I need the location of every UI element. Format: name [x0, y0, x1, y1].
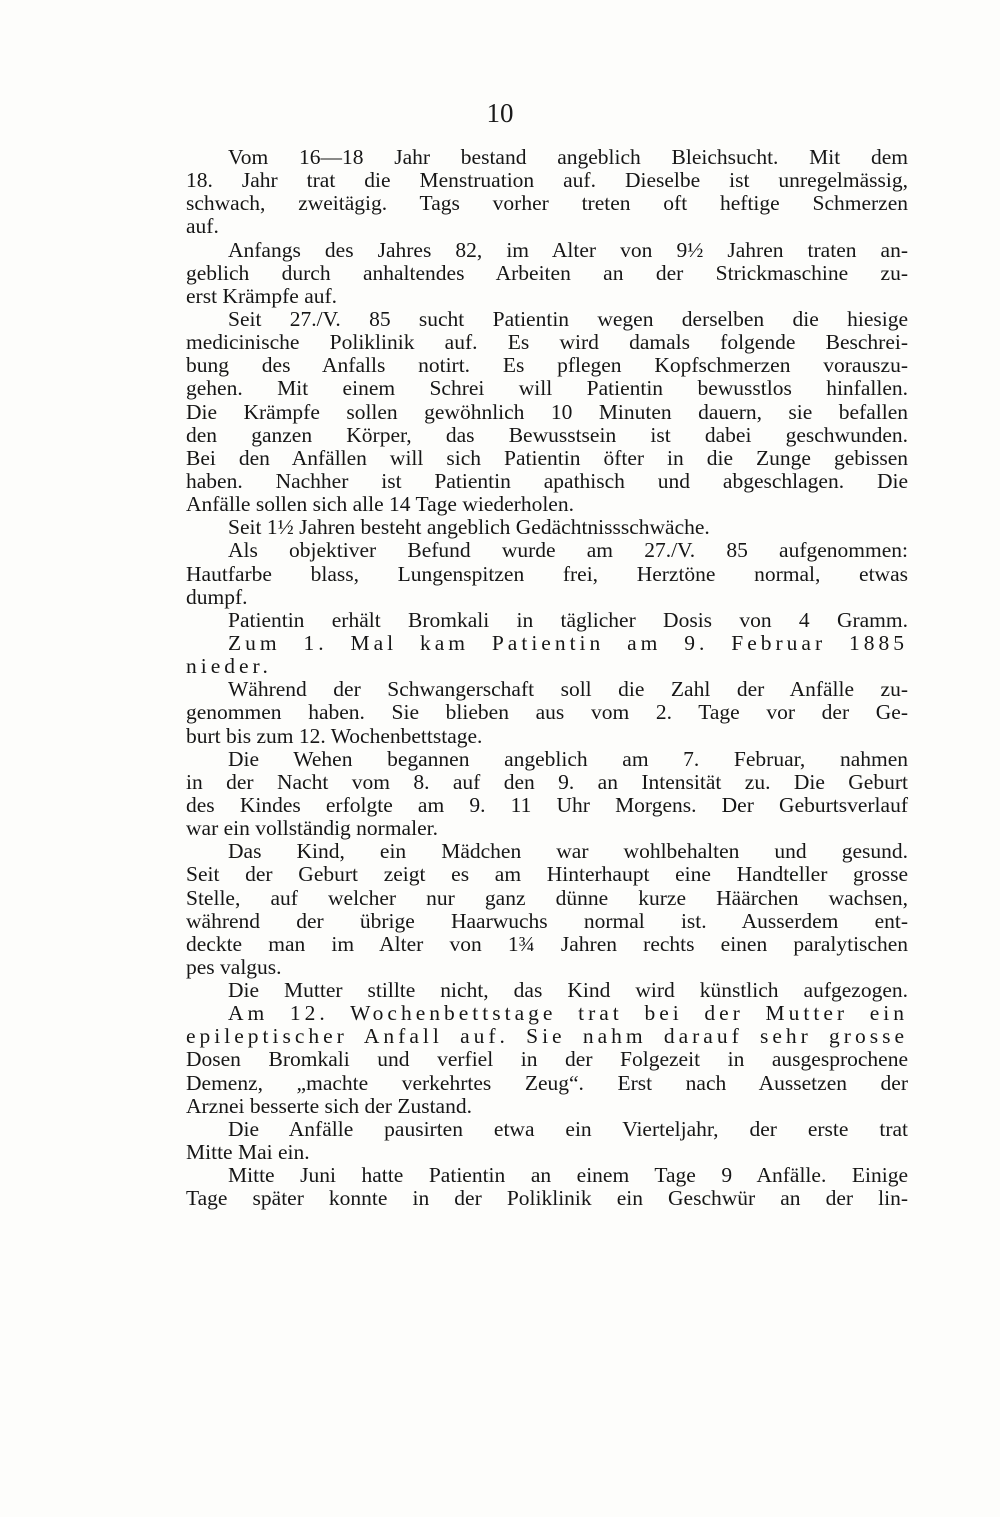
text-line-content: burt bis zum 12. Wochenbettstage.	[186, 723, 483, 748]
text-line	[186, 725, 908, 748]
text-line	[186, 1164, 908, 1187]
body-text	[186, 146, 908, 1210]
text-line	[186, 354, 908, 377]
text-line-content: nieder.	[186, 654, 272, 679]
text-line	[186, 979, 908, 1002]
text-line-content: Anfangs des Jahres 82, im Alter von 9½ Jahren traten an-	[228, 237, 908, 262]
text-line-content: Stelle, auf welcher nur ganz dünne kurze Häärchen wachsen,	[186, 885, 908, 910]
text-line-content: Die Anfälle pausirten etwa ein Vierteljahr, der erste trat	[228, 1116, 908, 1141]
text-line	[186, 493, 908, 516]
text-line-content: Seit 1½ Jahren besteht angeblich Gedächtnissschwäche.	[228, 515, 710, 540]
text-line	[186, 1141, 908, 1164]
text-line-content: pes valgus.	[186, 954, 282, 979]
text-line	[186, 956, 908, 979]
text-line	[186, 563, 908, 586]
text-line	[186, 308, 908, 331]
text-line	[186, 910, 908, 933]
text-line-content: während der übrige Haarwuchs normal ist. Ausserdem ent-	[186, 908, 908, 933]
text-line	[186, 632, 908, 655]
text-line-content: Als objektiver Befund wurde am 27./V. 85 aufgenommen:	[228, 538, 908, 563]
text-line-content: war ein vollständig normaler.	[186, 816, 438, 841]
text-line-content: 18. Jahr trat die Menstruation auf. Dieselbe ist unregelmässig,	[186, 168, 908, 193]
text-line-content: Während der Schwangerschaft soll die Zahl der Anfälle zu-	[228, 677, 908, 702]
text-line-content: Vom 16—18 Jahr bestand angeblich Bleichsucht. Mit dem	[228, 145, 908, 169]
text-line-content: dumpf.	[186, 584, 248, 609]
text-line-content: Zum 1. Mal kam Patientin am 9. Februar 1885	[228, 630, 908, 655]
text-line	[186, 401, 908, 424]
text-line-content: Die Wehen begannen angeblich am 7. Februar, nahmen	[228, 746, 908, 771]
text-line	[186, 701, 908, 724]
text-line	[186, 1048, 908, 1071]
text-line	[186, 447, 908, 470]
text-line	[186, 470, 908, 493]
text-line	[186, 1187, 908, 1210]
text-line-content: auf.	[186, 214, 219, 239]
text-line	[186, 817, 908, 840]
text-line	[186, 1095, 908, 1118]
text-line	[186, 1072, 908, 1095]
text-line	[186, 887, 908, 910]
text-line	[186, 1002, 908, 1025]
text-line	[186, 1118, 908, 1141]
text-line-content: in der Nacht vom 8. auf den 9. an Intensität zu. Die Geburt	[186, 769, 908, 794]
text-line	[186, 146, 908, 169]
text-line	[186, 331, 908, 354]
text-line	[186, 516, 908, 539]
text-line-content: geblich durch anhaltendes Arbeiten an der Strickmaschine zu-	[186, 260, 908, 285]
text-line-content: Die Mutter stillte nicht, das Kind wird künstlich aufgezogen.	[228, 978, 908, 1003]
text-line	[186, 678, 908, 701]
text-line-content: Tage später konnte in der Poliklinik ein Geschwür an der lin-	[186, 1186, 908, 1211]
text-line-content: Das Kind, ein Mädchen war wohlbehalten und gesund.	[228, 839, 908, 864]
text-line-content: genommen haben. Sie blieben aus vom 2. Tage vor der Ge-	[186, 700, 908, 725]
text-line	[186, 794, 908, 817]
text-line	[186, 239, 908, 262]
text-line-content: Seit der Geburt zeigt es am Hinterhaupt eine Handteller grosse	[186, 862, 908, 887]
text-line-content: Seit 27./V. 85 sucht Patientin wegen derselben die hiesige	[228, 306, 908, 331]
text-line	[186, 1025, 908, 1048]
text-line-content: Anfälle sollen sich alle 14 Tage wiederholen.	[186, 492, 574, 517]
text-line	[186, 933, 908, 956]
text-line-content: erst Krämpfe auf.	[186, 283, 338, 308]
text-line-content: den ganzen Körper, das Bewusstsein ist dabei geschwunden.	[186, 422, 908, 447]
text-line	[186, 192, 908, 215]
text-line	[186, 586, 908, 609]
text-line-content: Hautfarbe blass, Lungenspitzen frei, Herztöne normal, etwas	[186, 561, 908, 586]
text-line	[186, 863, 908, 886]
text-line	[186, 655, 908, 678]
text-line	[186, 539, 908, 562]
text-line-content: Demenz, „machte verkehrtes Zeug“. Erst nach Aussetzen der	[186, 1070, 908, 1095]
text-line-content: deckte man im Alter von 1¾ Jahren rechts einen paralytischen	[186, 931, 908, 956]
text-line	[186, 771, 908, 794]
text-line-content: Am 12. Wochenbettstage trat bei der Mutter ein	[228, 1001, 908, 1026]
text-line	[186, 840, 908, 863]
text-line-content: Bei den Anfällen will sich Patientin öfter in die Zunge gebissen	[186, 445, 908, 470]
text-line-content: Mitte Juni hatte Patientin an einem Tage 9 Anfälle. Einige	[228, 1163, 908, 1188]
page-number: 10	[486, 98, 514, 128]
text-line-content: Patientin erhält Bromkali in täglicher Dosis von 4 Gramm.	[228, 607, 908, 632]
text-line-content: des Kindes erfolgte am 9. 11 Uhr Morgens. Der Geburtsverlauf	[186, 792, 908, 817]
text-line-content: Arznei besserte sich der Zustand.	[186, 1093, 472, 1118]
text-line-content: Die Krämpfe sollen gewöhnlich 10 Minuten dauern, sie befallen	[186, 399, 908, 424]
text-line-content: epileptischer Anfall auf. Sie nahm darauf sehr grosse	[186, 1024, 908, 1049]
text-line-content: haben. Nachher ist Patientin apathisch und abgeschlagen. Die	[186, 468, 908, 493]
text-line	[186, 748, 908, 771]
text-line-content: Dosen Bromkali und verfiel in der Folgezeit in ausgesprochene	[186, 1047, 908, 1072]
text-line-content: medicinische Poliklinik auf. Es wird damals folgende Beschrei-	[186, 330, 908, 355]
text-line	[186, 377, 908, 400]
text-line-content: Mitte Mai ein.	[186, 1140, 310, 1165]
text-line-content: bung des Anfalls notirt. Es pflegen Kopfschmerzen vorauszu-	[186, 353, 908, 378]
text-line	[186, 262, 908, 285]
text-line	[186, 285, 908, 308]
text-line-content: gehen. Mit einem Schrei will Patientin bewusstlos hinfallen.	[186, 376, 908, 401]
text-line-content: schwach, zweitägig. Tags vorher treten oft heftige Schmerzen	[186, 191, 908, 216]
text-line	[186, 609, 908, 632]
text-line	[186, 169, 908, 192]
text-line	[186, 215, 908, 238]
text-line	[186, 424, 908, 447]
